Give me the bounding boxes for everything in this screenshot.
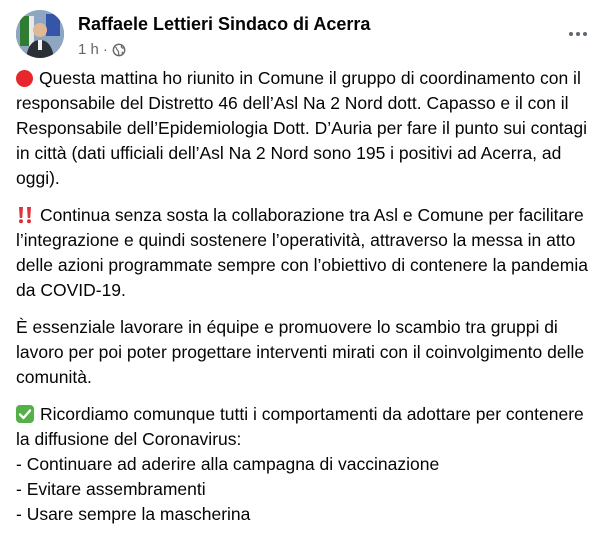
green-check-icon: [16, 405, 34, 423]
paragraph-text: Continua senza sosta la collaborazione tra Asl e Comune per facilitare l’integrazione e quindi sostenere l’operatività, attraverso la messa in atto delle azioni programmate sempre con l’obiettivo di contenere la pandemia da COVID-19.: [16, 205, 588, 300]
author-name[interactable]: Raffaele Lettieri Sindaco di Acerra: [78, 14, 371, 34]
list-item: - Continuare ad aderire alla campagna di vaccinazione: [16, 454, 440, 474]
paragraph-text: Ricordiamo comunque tutti i comportamenti da adottare per contenere la diffusione del Coronavirus:: [16, 404, 584, 449]
paragraph-text: È essenziale lavorare in équipe e promuovere lo scambio tra gruppi di lavoro per poi poter progettare interventi mirati con il coinvolgimento delle comunità.: [16, 317, 585, 387]
list-item: - Usare sempre la mascherina: [16, 504, 251, 524]
list-item: - Evitare assembramenti: [16, 479, 206, 499]
more-options-button[interactable]: [562, 18, 594, 50]
post-meta: [78, 41, 126, 58]
author-avatar[interactable]: [16, 10, 64, 58]
post-paragraph: [16, 203, 602, 303]
more-dot-icon: [576, 32, 580, 36]
post-paragraph: [16, 402, 602, 527]
more-dot-icon: [569, 32, 573, 36]
double-exclamation-icon: [16, 206, 34, 224]
post-header: [16, 10, 598, 58]
meta-separator: ·: [102, 41, 108, 58]
more-dot-icon: [583, 32, 587, 36]
avatar-photo-icon: [16, 10, 64, 58]
paragraph-text: Questa mattina ho riunito in Comune il gruppo di coordinamento con il responsabile del Distretto 46 dell’Asl Na 2 Nord dott. Capasso e il con il Responsabile dell’Epidemiologia Dott. D’Auria per fare il punto sui contagi in città (dati ufficiali dell’Asl Na 2 Nord sono 195 i positivi ad Acerra, ad oggi).: [16, 68, 588, 188]
post-paragraph: [16, 66, 602, 191]
post-timestamp[interactable]: 1 h: [78, 41, 99, 58]
red-circle-icon: [16, 70, 33, 87]
post-paragraph: [16, 315, 602, 390]
post-body: [16, 66, 602, 539]
globe-icon[interactable]: [112, 43, 126, 57]
